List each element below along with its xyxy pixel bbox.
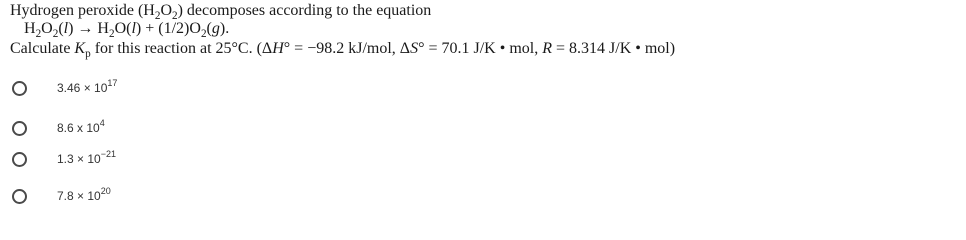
answer-option-4[interactable] (12, 183, 612, 209)
radio-button-icon[interactable] (12, 121, 27, 136)
radio-button-icon[interactable] (12, 189, 27, 204)
answer-option-2[interactable] (12, 115, 612, 141)
option-label: $3.46 \times 10^{17}$ (57, 78, 118, 95)
answer-option-3[interactable] (12, 146, 612, 172)
radio-button-icon[interactable] (12, 81, 27, 96)
option-label: $7.8 \times 10^{20}$ (57, 186, 111, 203)
chemical-equation: $H_2O_2(l) \to H_2O(l) + (1/2)O_2(g)$. (24, 20, 230, 41)
question-prompt: Calculate $K_p$ for this reaction at 25°C. (ΔH° = −98.2 kJ/mol, ΔS° = 70.1 J/K • mol, R = 8.314 J/K • mol) (10, 40, 676, 61)
radio-button-icon[interactable] (12, 152, 27, 167)
answer-option-1[interactable] (12, 75, 612, 101)
option-label: 8.6 x $10^4$ (57, 118, 105, 135)
question-line-1: Hydrogen peroxide $(H_2O_2)$ decomposes according to the equation (10, 2, 432, 23)
option-label: $1.3 \times 10^{-21}$ (57, 149, 116, 166)
